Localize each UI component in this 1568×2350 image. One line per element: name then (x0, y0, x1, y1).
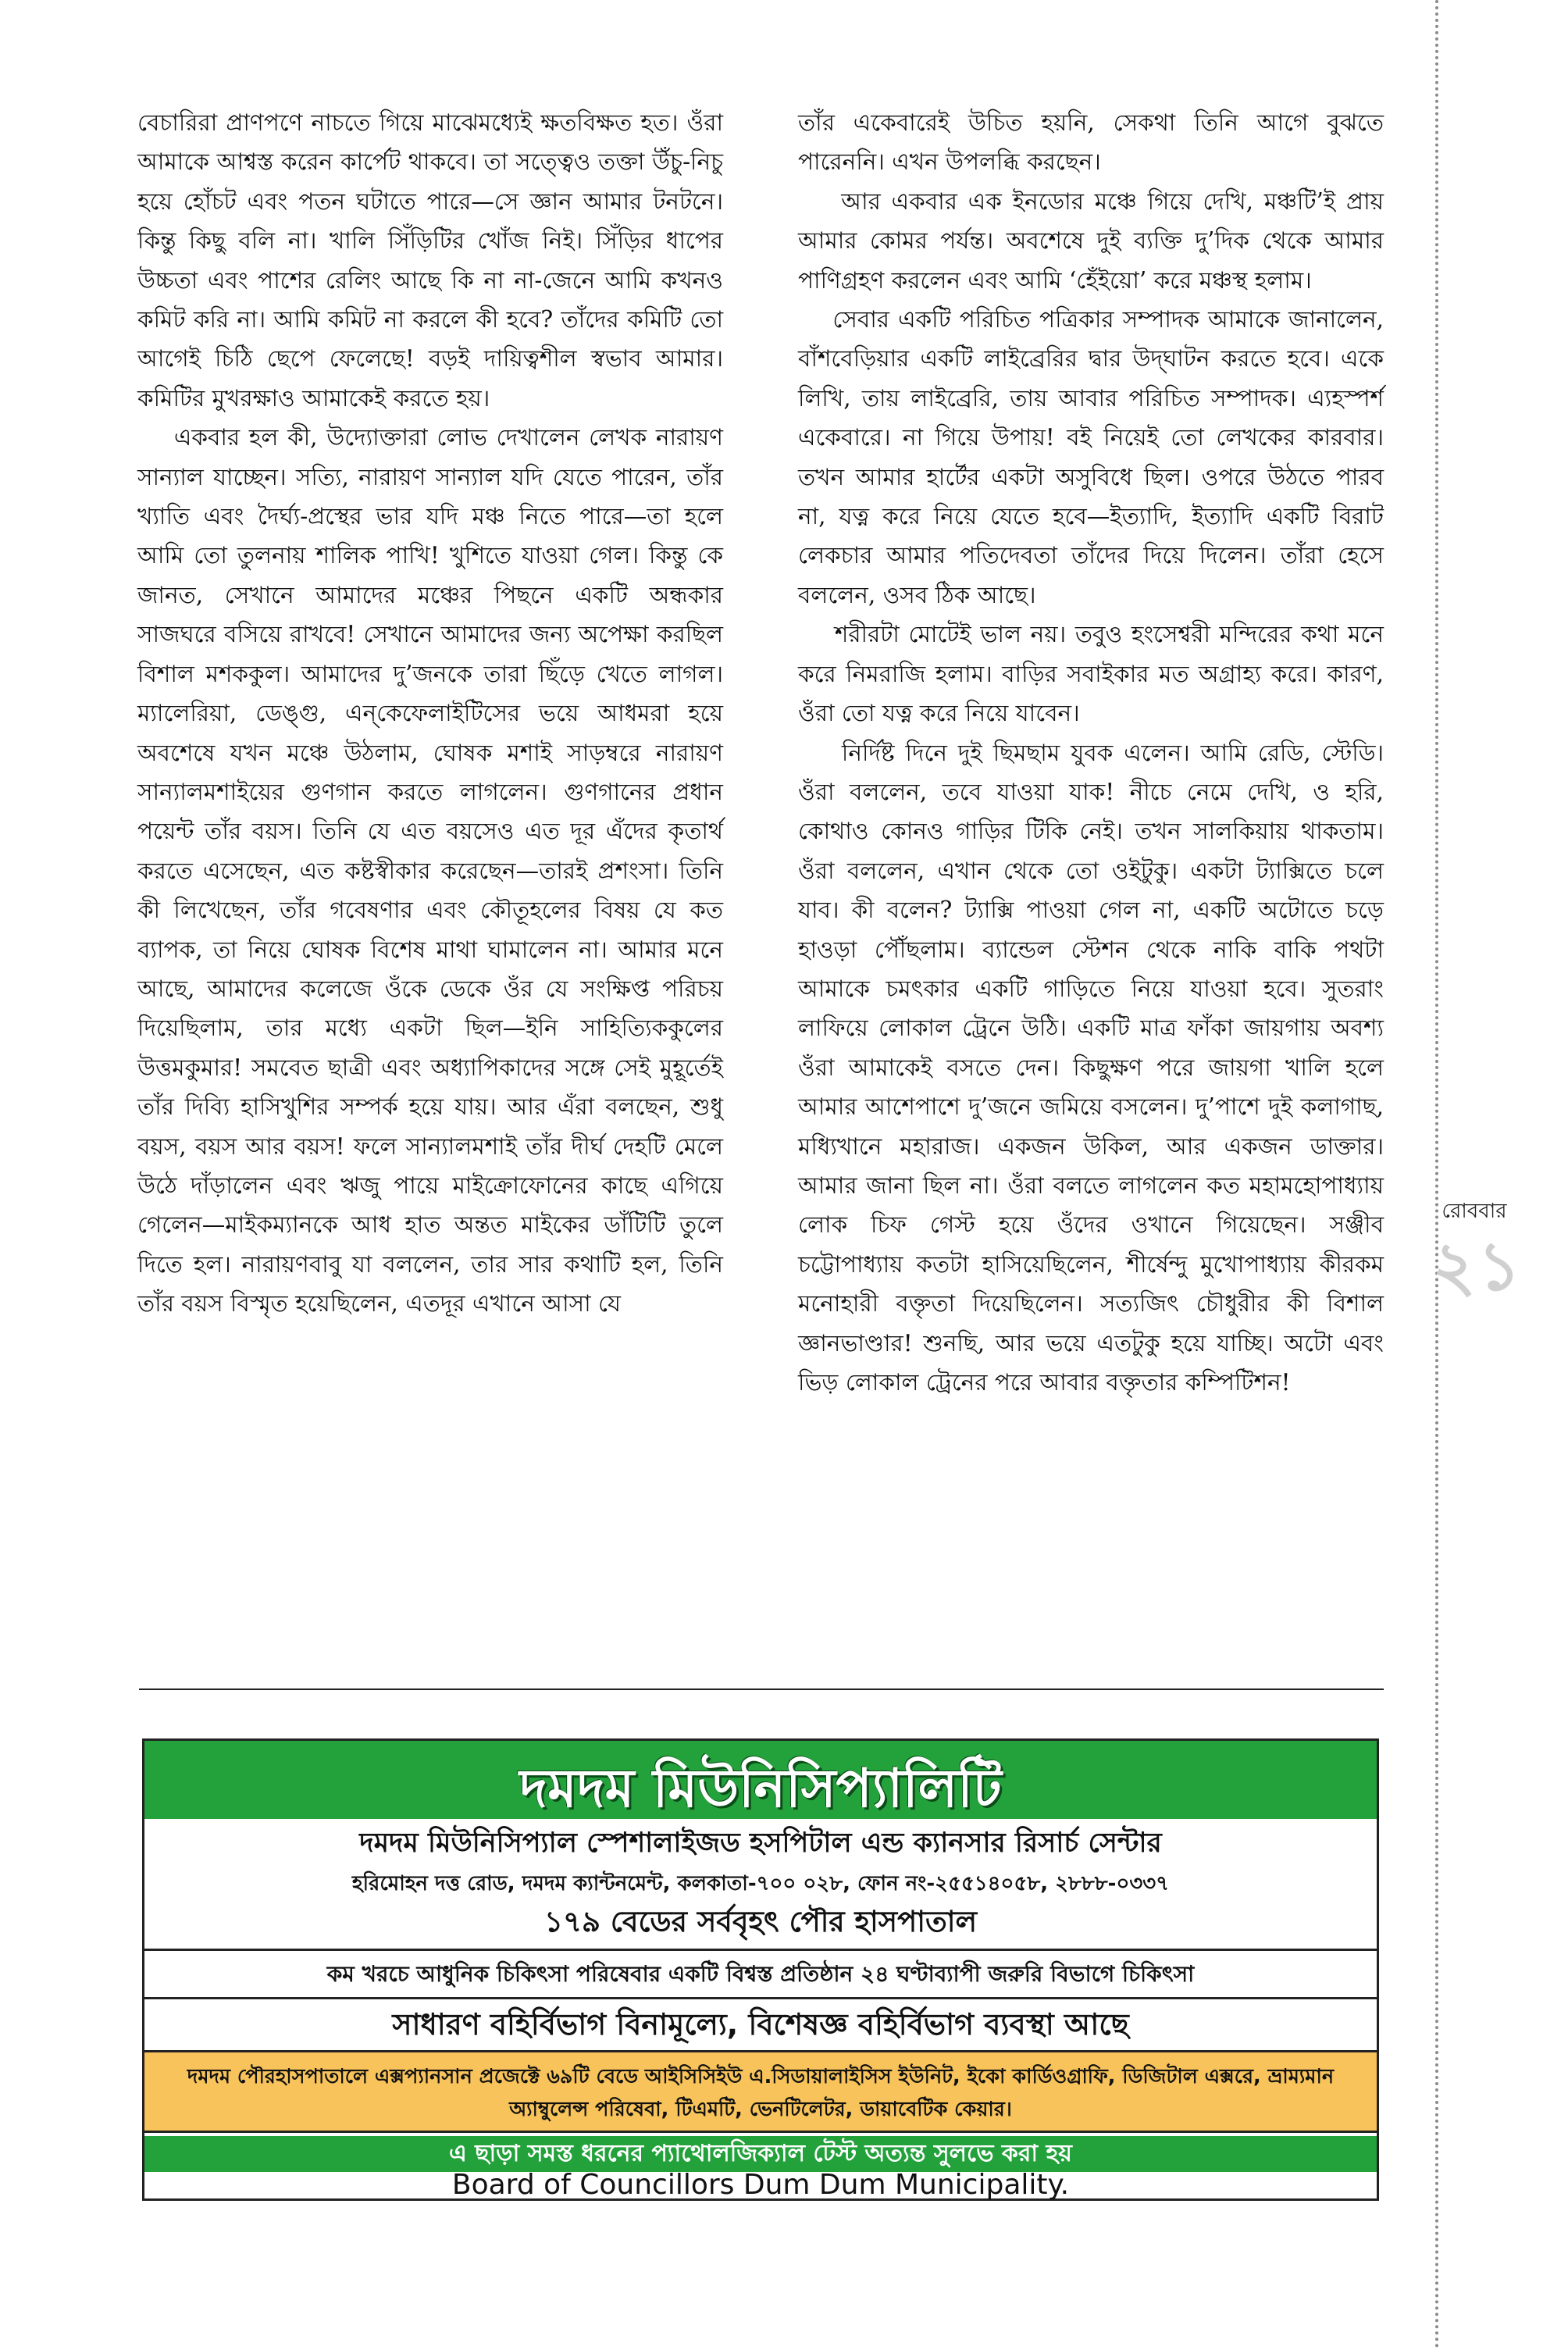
ad-trusted-line: কম খরচে আধুনিক চিকিৎসা পরিষেবার একটি বিশ্বস্ত প্রতিষ্ঠান ২৪ ঘণ্টাব্যাপী জরুরি বিভাগে চিকিৎসা (326, 1961, 1195, 1987)
article-column-right: তাঁর একেবারেই উচিত হয়নি, সেকথা তিনি আগে বুঝতে পারেননি। এখন উপলব্ধি করছেন। আর একবার এক ইনডোর মঞ্চে গিয়ে দেখি, মঞ্চটি’ই প্রায় আমার কোমর পর্যন্ত। অবশেষে দুই ব্যক্তি দু’দিক থেকে আমার পাণিগ্রহণ করলেন এবং আমি ‘হেঁইয়ো’ করে মঞ্চস্থ হলাম। সেবার একটি পরিচিত পত্রিকার সম্পাদক আমাকে জানালেন, বাঁশবেড়িয়ার একটি লাইব্রেরির দ্বার উদ্‌ঘাটন করতে হবে। একে লিখি, তায় লাইব্রেরি, তায় আবার পরিচিত সম্পাদক। এ্যহস্পর্শ একেবারে। না গিয়ে উপায়! বই নিয়েই তো লেখকের কারবার। তখন আমার হার্টের একটা অসুবিধে ছিল। ওপরে উঠতে পারব না, যত্ন করে নিয়ে যেতে হবে—ইত্যাদি, ইত্যাদি একটি বিরাট লেকচার আমার পতিদেবতা তাঁদের দিয়ে দিলেন। তাঁরা হেসে বললেন, ওসব ঠিক আছে। শরীরটা মোটেই ভাল নয়। তবুও হংসেশ্বরী মন্দিরের কথা মনে করে নিমরাজি হলাম। বাড়ির সবাইকার মত অগ্রাহ্য করে। কারণ, ওঁরা তো যত্ন করে নিয়ে যাবেন। নির্দিষ্ট দিনে দুই ছিমছাম যুবক এলেন। আমি রেডি, স্টেডি। ওঁরা বললেন, তবে যাওয়া যাক! নীচে নেমে দেখি, ও হরি, কোথাও কোনও গাড়ির টিকি নেই। তখন সালকিয়ায় থাকতাম। ওঁরা বললেন, এখান থেকে তো ওইটুকু। একটা ট্যাক্সিতে চলে যাব। কী বলেন? ট্যাক্সি পাওয়া গেল না, একটি অটোতে চড়ে হাওড়া পৌঁছলাম। ব্যান্ডেল স্টেশন থেকে নাকি বাকি পথটা আমাকে চমৎকার একটি গাড়িতে নিয়ে যাওয়া হবে। সুতরাং লাফিয়ে লোকাল ট্রেনে উঠি। একটি মাত্র ফাঁকা জায়গায় অবশ্য ওঁরা আমাকেই বসতে দেন। কিছুক্ষণ পরে জায়গা খালি হলে আমার আশেপাশে দু’জনে জমিয়ে বসলেন। দু’পাশে দুই কলাগাছ, মধ্যিখানে মহারাজ। একজন উকিল, আর একজন ডাক্তার। আমার জানা ছিল না। ওঁরা বলতে লাগলেন কত মহামহোপাধ্যায় লোক চিফ গেস্ট হয়ে ওঁদের ওখানে গিয়েছেন। সঞ্জীব চট্টোপাধ্যায় কতটা হাসিয়েছিলেন, শীর্ষেন্দু মুখোপাধ্যায় কীরকম মনোহারী বক্তৃতা দিয়েছিলেন। সত্যজিৎ চৌধুরীর কী বিশাল জ্ঞানভাণ্ডার! শুনছি, আর ভয়ে এতটুকু হয়ে যাচ্ছি। অটো এবং ভিড় লোকাল ট্রেনের পরে আবার বক্তৃতার কম্পিটিশন! (798, 109, 1384, 1396)
advertisement (142, 1738, 1379, 2201)
article-column-left: বেচারিরা প্রাণপণে নাচতে গিয়ে মাঝেমধ্যেই ক্ষতবিক্ষত হত। ওঁরা আমাকে আশ্বস্ত করেন কার্পেট থাকবে। তা সত্ত্বেও তক্তা উঁচু-নিচু হয়ে হোঁচট এবং পতন ঘটাতে পারে—সে জ্ঞান আমার টনটনে। কিন্তু কিছু বলি না। খালি সিঁড়িটির খোঁজ নিই। সিঁড়ির ধাপের উচ্চতা এবং পাশের রেলিং আছে কি না না-জেনে আমি কখনও কমিট করি না। আমি কমিট না করলে কী হবে? তাঁদের কমিটি তো আগেই চিঠি ছেপে ফেলেছে! বড়ই দায়িত্বশীল স্বভাব আমার। কমিটির মুখরক্ষাও আমাকেই করতে হয়। একবার হল কী, উদ্যোক্তারা লোভ দেখালেন লেখক নারায়ণ সান্যাল যাচ্ছেন। সত্যি, নারায়ণ সান্যাল যদি যেতে পারেন, তাঁর খ্যাতি এবং দৈর্ঘ্য-প্রস্থের ভার যদি মঞ্চ নিতে পারে—তা হলে আমি তো তুলনায় শালিক পাখি! খুশিতে যাওয়া গেল। কিন্তু কে জানত, সেখানে আমাদের মঞ্চের পিছনে একটি অন্ধকার সাজঘরে বসিয়ে রাখবে! সেখানে আমাদের জন্য অপেক্ষা করছিল বিশাল মশককুল। আমাদের দু’জনকে তারা ছিঁড়ে খেতে লাগল। ম্যালেরিয়া, ডেঙ্গু, এন্‌কেফেলাইটিসের ভয়ে আধমরা হয়ে অবশেষে যখন মঞ্চে উঠলাম, ঘোষক মশাই সাড়ম্বরে নারায়ণ সান্যালমশাইয়ের গুণগান করতে লাগলেন। গুণগানের প্রধান পয়েন্ট তাঁর বয়স। তিনি যে এত বয়সেও এত দূর এঁদের কৃতার্থ করতে এসেছেন, এত কষ্টস্বীকার করেছেন—তারই প্রশংসা। তিনি কী লিখেছেন, তাঁর গবেষণার এবং কৌতূহলের বিষয় যে কত ব্যাপক, তা নিয়ে ঘোষক বিশেষ মাথা ঘামালেন না। আমার মনে আছে, আমাদের কলেজে ওঁকে ডেকে ওঁর যে সংক্ষিপ্ত পরিচয় দিয়েছিলাম, তার মধ্যে একটা ছিল—ইনি সাহিত্যিককুলের উত্তমকুমার! সমবেত ছাত্রী এবং অধ্যাপিকাদের সঙ্গে সেই মুহূর্তেই তাঁর দিব্যি হাসিখুশির সম্পর্ক হয়ে যায়। আর এঁরা বলছেন, শুধু বয়স, বয়স আর বয়স! ফলে সান্যালমশাই তাঁর দীর্ঘ দেহটি মেলে উঠে দাঁড়ালেন এবং ঋজু পায়ে মাইক্রোফোনের কাছে এগিয়ে গেলেন—মাইকম্যানকে আধ হাত অন্তত মাইকের ডাঁটিটি তুলে দিতে হল। নারায়ণবাবু যা বললেন, তার সার কথাটি হল, তিনি তাঁর বয়স বিস্মৃত হয়েছিলেন, এতদূর এখানে আসা যে (137, 109, 723, 1318)
ad-divider (144, 1997, 1377, 1999)
ad-beds-line: ১৭৯ বেডের সর্ববৃহৎ পৌর হাসপাতাল (543, 1905, 978, 1938)
ad-banner (144, 1741, 1377, 1819)
ad-address: হরিমোহন দত্ত রোড, দমদম ক্যান্টনমেন্ট, কলকাতা-৭০০ ০২৮, ফোন নং-২৫৫১৪০৫৮, ২৮৮৮-০৩৩৭ (351, 1872, 1170, 1895)
ad-separator-rule (139, 1689, 1384, 1690)
margin-dotted-rule (1435, 0, 1438, 2350)
ad-outdoor-line: সাধারণ বহির্বিভাগ বিনামূল্যে, বিশেষজ্ঞ বহির্বিভাগ ব্যবস্থা আছে (392, 2007, 1129, 2042)
ad-hospital-name: দমদম মিউনিসিপ্যাল স্পেশালাইজড হসপিটাল এন্ড ক্যানসার রিসার্চ সেন্টার (359, 1828, 1162, 1859)
section-label: রোববার (1441, 1200, 1507, 1223)
ad-banner-title: দমদম মিউনিসিপ্যালিটি (519, 1758, 1002, 1820)
page-number: ২১ (1432, 1227, 1523, 1306)
ad-pathology-line: এ ছাড়া সমস্ত ধরনের প্যাথোলজিক্যাল টেস্ট অত্যন্ত সুলভে করা হয় (144, 2136, 1377, 2172)
ad-board-line: Board of Councillors Dum Dum Municipality. (451, 2169, 1070, 2201)
ad-divider (144, 1949, 1377, 1951)
ad-expansion-block: দমদম পৌরহাসপাতালে এক্সপ্যানসান প্রজেক্টে ৬৯টি বেডে আইসিসিইউ এ.সিডায়ালাইসিস ইউনিট, ইকো কার্ডিওগ্রাফি, ডিজিটাল এক্সরে, ভ্রাম্যমান অ্যাম্বুলেন্স পরিষেবা, টিএমটি, ভেনটিলেটর, ডায়াবেটিক কেয়ার। (144, 2050, 1377, 2133)
